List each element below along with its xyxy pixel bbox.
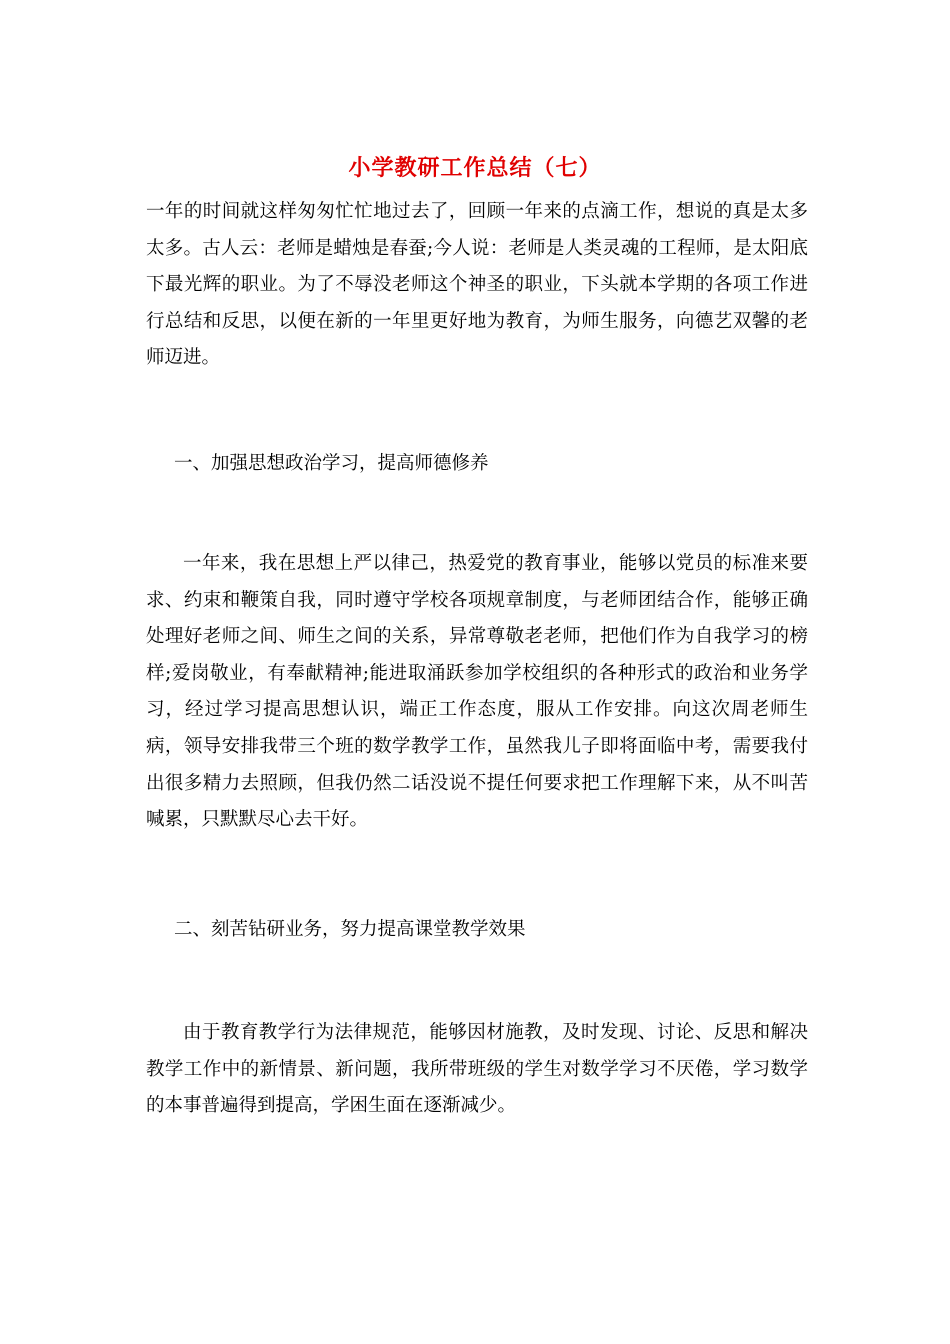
section-2-paragraph: 由于教育教学行为法律规范，能够因材施教，及时发现、讨论、反思和解决教学工作中的新情景、新问题，我所带班级的学生对数学学习不厌倦，学习数学的本事普遍得到提高，学困生面在逐渐减少。 <box>146 1022 808 1117</box>
section-1-paragraph: 一年来，我在思想上严以律己，热爱党的教育事业，能够以党员的标准来要求、约束和鞭策自我，同时遵守学校各项规章制度，与老师团结合作，能够正确处理好老师之间、师生之间的关系，异常尊敬老老师，把他们作为自我学习的榜样;爱岗敬业，有奉献精神;能进取涌跃参加学校组织的各种形式的政治和业务学习，经过学习提高思想认识，端正工作态度，服从工作安排。向这次周老师生病，领导安排我带三个班的数学教学工作，虽然我儿子即将面临中考，需要我付出很多精力去照顾，但我仍然二话没说不提任何要求把工作理解下来，从不叫苦喊累，只默默尽心去干好。 <box>146 553 808 831</box>
document-title: 小学教研工作总结（七） <box>348 155 602 181</box>
section-heading-2: 二、刻苦钻研业务，努力提高课堂教学效果 <box>174 919 526 940</box>
intro-paragraph: 一年的时间就这样匆匆忙忙地过去了，回顾一年来的点滴工作，想说的真是太多太多。古人云：老师是蜡烛是春蚕;今人说：老师是人类灵魂的工程师，是太阳底下最光辉的职业。为了不辱没老师这个神圣的职业，下头就本学期的各项工作进行总结和反思，以便在新的一年里更好地为教育，为师生服务，向德艺双馨的老师迈进。 <box>146 201 808 369</box>
section-heading-1: 一、加强思想政治学习，提高师德修养 <box>174 453 489 474</box>
